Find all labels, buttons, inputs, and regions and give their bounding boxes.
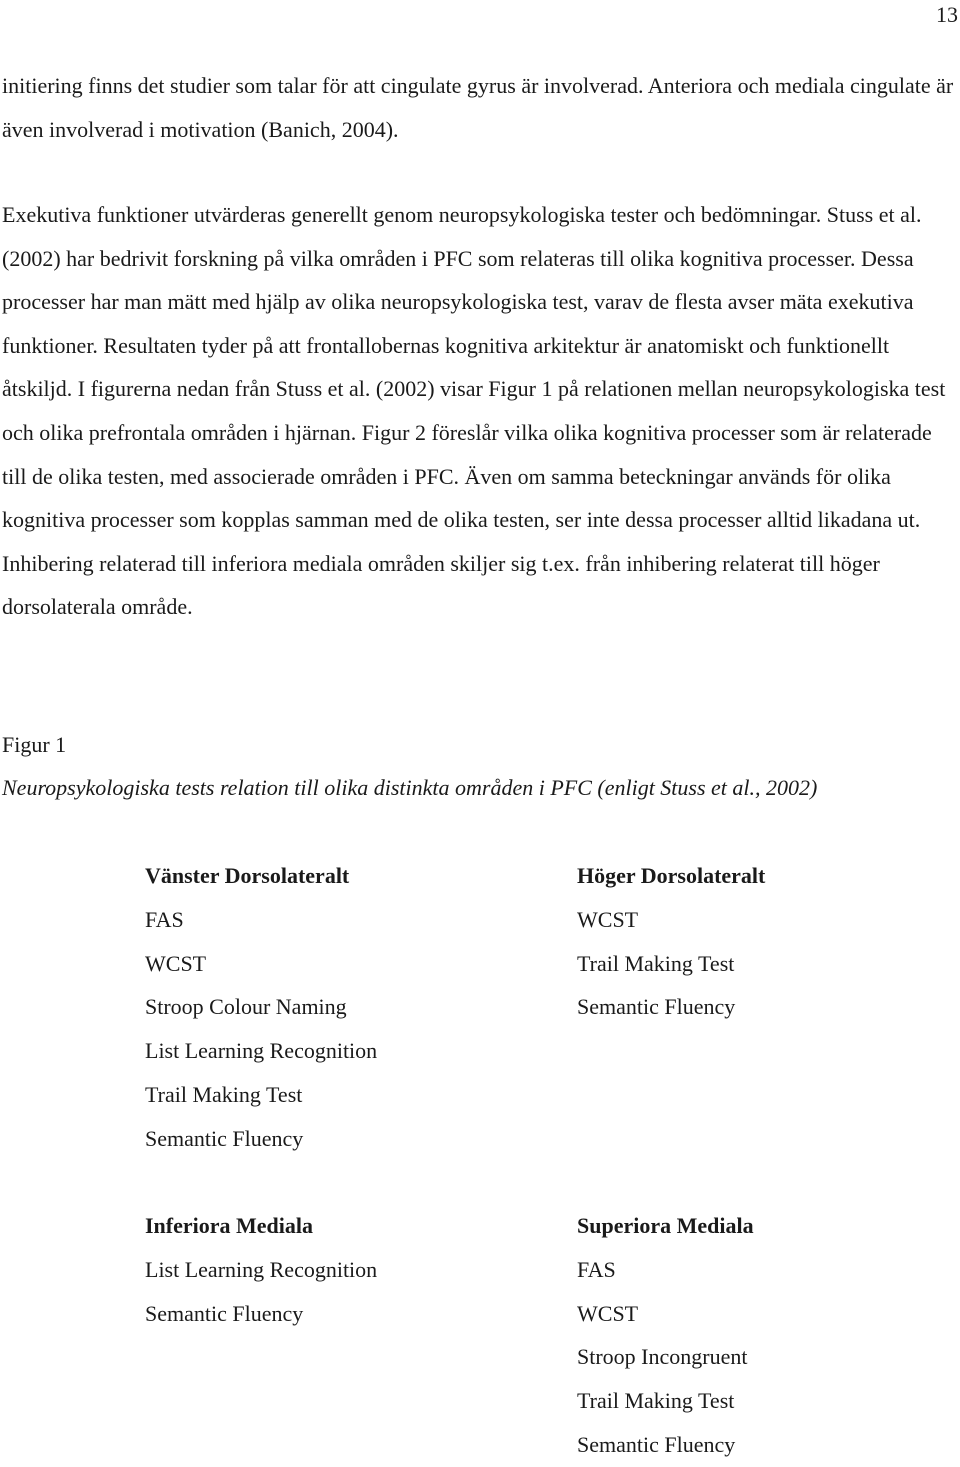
test-item: Stroop Incongruent bbox=[577, 1344, 748, 1370]
test-item: Trail Making Test bbox=[577, 950, 735, 976]
region-heading: Superiora Mediala bbox=[577, 1213, 754, 1238]
test-item: Semantic Fluency bbox=[577, 994, 736, 1020]
region-right-dorsolateral bbox=[577, 854, 765, 1029]
test-item: WCST bbox=[577, 1300, 639, 1326]
test-item: List Learning Recognition bbox=[145, 1038, 378, 1064]
body-paragraph-2: Exekutiva funktioner utvärderas generellt genom neuropsykologiska tester och bedömningar. Stuss et al. (2002) har bedrivit forskning på vilka områden i PFC som relateras till olika kognitiva processer. Dessa processer har man mätt med hjälp av olika neuropsykologiska test, varav de flesta avser mäta exekutiva funktioner. Resultaten tyder på att frontallobernas kognitiva arkitektur är anatomiskt och funktionellt åtskiljd. I figurerna nedan från Stuss et al. (2002) visar Figur 1 på relationen mellan neuropsykologiska test och olika prefrontala områden i hjärnan. Figur 2 föreslår vilka olika kognitiva processer som är relaterade till de olika testen, med associerade områden i PFC. Även om samma beteckningar används för olika kognitiva processer som kopplas samman med de olika testen, ser inte dessa processer alltid likadana ut. Inhibering relaterad till inferiora mediala områden skiljer sig t.ex. från inhibering relaterat till höger dorsolaterala område. bbox=[2, 202, 946, 620]
region-inferior-medial bbox=[145, 1204, 377, 1335]
region-heading: Höger Dorsolateralt bbox=[577, 863, 766, 888]
test-item: List Learning Recognition bbox=[145, 1256, 378, 1282]
test-item: WCST bbox=[577, 906, 639, 932]
test-item: Stroop Colour Naming bbox=[145, 994, 347, 1020]
test-item: FAS bbox=[145, 906, 184, 932]
region-heading: Vänster Dorsolateralt bbox=[145, 863, 350, 888]
test-item: Semantic Fluency bbox=[145, 1300, 304, 1326]
figure-label: Figur 1 bbox=[2, 732, 67, 757]
region-left-dorsolateral bbox=[145, 854, 377, 1161]
page-number: 13 bbox=[936, 2, 958, 27]
test-item: Semantic Fluency bbox=[145, 1125, 304, 1151]
region-superior-medial bbox=[577, 1204, 754, 1467]
figure-caption: Neuropsykologiska tests relation till olika distinkta områden i PFC (enligt Stuss et al., 2002) bbox=[2, 775, 818, 800]
region-heading: Inferiora Mediala bbox=[145, 1213, 314, 1238]
test-item: WCST bbox=[145, 950, 207, 976]
test-item: Trail Making Test bbox=[145, 1081, 303, 1107]
test-item: FAS bbox=[577, 1256, 616, 1282]
test-item: Semantic Fluency bbox=[577, 1431, 736, 1457]
body-paragraph-1: initiering finns det studier som talar för att cingulate gyrus är involverad. Anteriora och mediala cingulate är även involverad i motivation (Banich, 2004). bbox=[2, 73, 954, 142]
test-item: Trail Making Test bbox=[577, 1388, 735, 1414]
